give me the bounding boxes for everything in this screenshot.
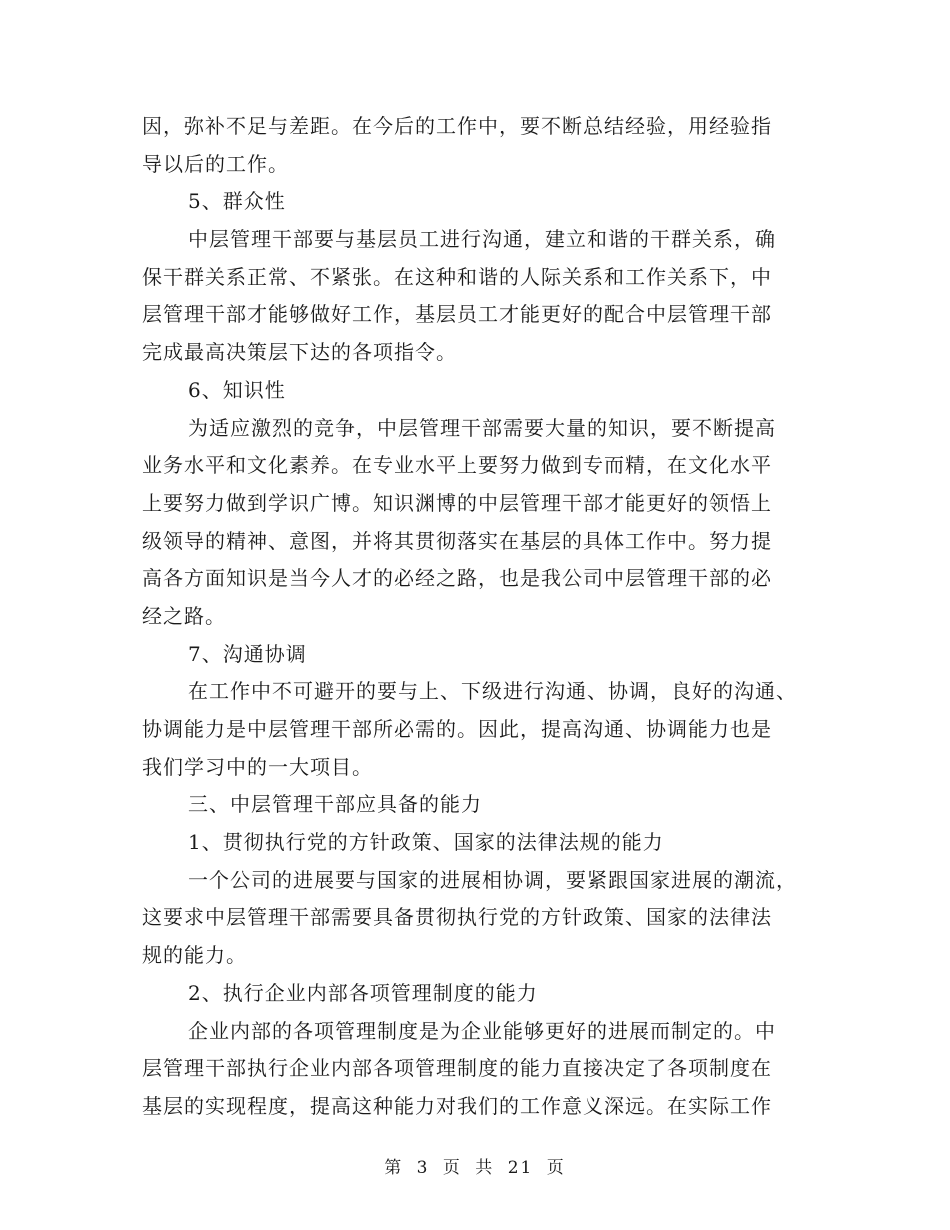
text-line: 为适应激烈的竞争，中层管理干部需要大量的知识，要不断提高 [188, 415, 776, 440]
text-line: 我们学习中的一大项目。 [142, 754, 373, 779]
text-line: 级领导的精神、意图，并将其贯彻落实在基层的具体工作中。努力提 [142, 528, 772, 553]
footer-page-unit: 页 [442, 1158, 462, 1178]
text-line: 在工作中不可避开的要与上、下级进行沟通、协调，良好的沟通、 [188, 679, 797, 704]
text-line: 基层的实现程度，提高这种能力对我们的工作意义深远。在实际工作 [142, 1093, 772, 1118]
text-line: 高各方面知识是当今人才的必经之路，也是我公司中层管理干部的必 [142, 566, 772, 591]
text-line: 完成最高决策层下达的各项指令。 [142, 340, 457, 365]
text-line: 保干群关系正常、不紧张。在这种和谐的人际关系和工作关系下，中 [142, 264, 772, 289]
section-heading: 2、执行企业内部各项管理制度的能力 [188, 980, 538, 1005]
document-body [142, 108, 810, 1126]
text-line: 经之路。 [142, 603, 226, 628]
text-line: 业务水平和文化素养。在专业水平上要努力做到专而精，在文化水平 [142, 453, 772, 478]
footer-prefix: 第 [384, 1158, 404, 1178]
text-line: 规的能力。 [142, 943, 247, 968]
footer-total-prefix: 共 [475, 1158, 495, 1178]
text-line: 层管理干部执行企业内部各项管理制度的能力直接决定了各项制度在 [142, 1056, 772, 1081]
page-total: 21 [507, 1158, 534, 1178]
text-line: 中层管理干部要与基层员工进行沟通，建立和谐的干群关系，确 [188, 227, 776, 252]
page-number: 3 [416, 1158, 430, 1178]
page-footer [0, 1153, 950, 1178]
text-line: 上要努力做到学识广博。知识渊博的中层管理干部才能更好的领悟上 [142, 490, 772, 515]
section-heading: 7、沟通协调 [188, 641, 307, 666]
section-heading: 1、贯彻执行党的方针政策、国家的法律法规的能力 [188, 830, 664, 855]
footer-total-unit: 页 [546, 1158, 566, 1178]
section-heading: 6、知识性 [188, 377, 286, 402]
text-line: 因，弥补不足与差距。在今后的工作中，要不断总结经验，用经验指 [142, 114, 772, 138]
section-heading: 5、群众性 [188, 189, 286, 214]
text-line: 一个公司的进展要与国家的进展相协调，要紧跟国家进展的潮流， [188, 867, 797, 892]
text-line: 协调能力是中层管理干部所必需的。因此，提高沟通、协调能力也是 [142, 717, 772, 741]
text-line: 导以后的工作。 [142, 151, 289, 176]
text-line: 企业内部的各项管理制度是为企业能够更好的进展而制定的。中 [188, 1018, 776, 1043]
chapter-heading: 三、中层管理干部应具备的能力 [188, 792, 482, 817]
text-line: 层管理干部才能够做好工作，基层员工才能更好的配合中层管理干部 [142, 302, 772, 327]
text-line: 这要求中层管理干部需要具备贯彻执行党的方针政策、国家的法律法 [142, 905, 772, 930]
